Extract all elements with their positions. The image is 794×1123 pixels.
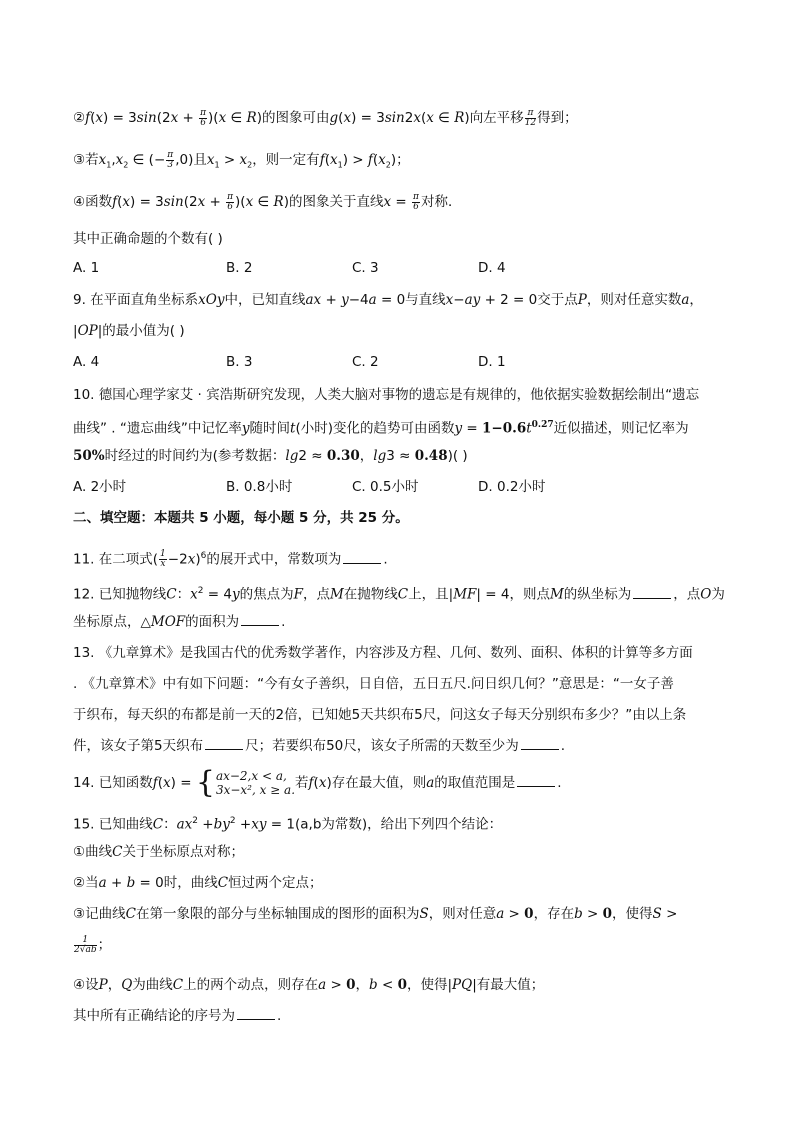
- q10-line-3: 50%时经过的时间约为(参考数据：lg2 ≈ 0.30，lg3 ≈ 0.48)( ): [73, 448, 468, 464]
- q10-line-1: 10. 德国心理学家艾 · 宾浩斯研究发现，人类大脑对事物的遗忘是有规律的，他依据实验数据绘制出“遗忘: [73, 387, 700, 403]
- q15-statement-1: ①曲线C关于坐标原点对称；: [73, 844, 244, 860]
- q10-line-2: 曲线” . “遗忘曲线”中记忆率y随时间t(小时)变化的趋势可由函数$y = 1-0.6t^{0.27}$近似描述，则记忆率为: [73, 420, 689, 437]
- q11-answer-blank[interactable]: [343, 551, 381, 564]
- q9-line-1: 9. 在平面直角坐标系xOy中，已知直线ax + y−4a = 0与直线x−ay + 2 = 0交于点P，则对任意实数a，: [73, 292, 703, 308]
- q12-line-1: 12. 已知抛物线C：$x^2 = 4y$的焦点为F，点M在抛物线C上，且|MF| = 4，则点M的纵坐标为 ，点O为: [73, 586, 725, 603]
- q8-option-a[interactable]: A. 1: [73, 260, 100, 276]
- q15-statement-4: ④设P，Q为曲线C上的两个动点，则存在a > 0，b < 0，使得|PQ|有最大值；: [73, 977, 545, 993]
- q15-statement-2: ②当a + b = 0时，曲线C恒过两个定点；: [73, 875, 323, 891]
- q9-option-a[interactable]: A. 4: [73, 354, 100, 370]
- q15-statement-3-cont: $\frac{1}{2√ab}$ ；: [74, 934, 112, 955]
- q8-statement-4: ④函数f(x) = 3sin(2x + $\frac{\pi}{6}$ )(x ∈ R)的图象关于直线x = $\frac{\pi}{6}$ 对称．: [73, 191, 462, 212]
- section-2-heading: 二、填空题：本题共 5 小题，每小题 5 分，共 25 分。: [73, 510, 409, 526]
- q8-statement-3: ③若$x_1,x_2$ ∈ (− $\frac{\pi}{3}$ ,0)且$x_1 > x_2$，则一定有$f(x_1) > f(x_2)$；: [73, 149, 410, 170]
- q13-line-3: 于织布，每天织的布都是前一天的2倍，已知她5天共织布5尺，问这女子每天分别织布多少？”由以上条: [73, 707, 687, 723]
- q10-option-c[interactable]: C. 0.5小时: [352, 479, 419, 495]
- q13-line-4: 件，该女子第5天织布 尺；若要织布50尺，该女子所需的天数至少为 .: [73, 738, 566, 754]
- q8-statement-2: ②f(x) = 3sin(2x + $\frac{\pi}{6}$ )(x ∈ R)的图象可由g(x) = 3sin2x(x ∈ R)向左平移 $\frac{\pi}{12}$ 得到；: [73, 107, 578, 128]
- q8-option-b[interactable]: B. 2: [226, 260, 253, 276]
- q15-line-1: 15. 已知曲线C：$ax^2 +by^2 +xy = 1(a,b$为常数)，给出下列四个结论：: [73, 816, 503, 833]
- q15-answer-blank[interactable]: [237, 1007, 275, 1020]
- q14-answer-blank[interactable]: [517, 774, 555, 787]
- q8-stem: 其中正确命题的个数有( ): [73, 231, 223, 247]
- q11: 11. 在二项式( $\frac{1}{x}$ −2x)$^6$的展开式中，常数项为 .: [73, 549, 388, 569]
- q9-option-b[interactable]: B. 3: [226, 354, 253, 370]
- q9-line-2: |OP|的最小值为( ): [73, 323, 185, 339]
- q12-answer-blank-2[interactable]: [241, 613, 279, 626]
- q8-option-d[interactable]: D. 4: [478, 260, 506, 276]
- q13-line-2: . 《九章算术》中有如下问题：“今有女子善织，日自倍，五日五尺.问日织几何？”意思是：“一女子善: [73, 676, 674, 692]
- q10-option-d[interactable]: D. 0.2小时: [478, 479, 546, 495]
- q15-tail: 其中所有正确结论的序号为 .: [73, 1008, 282, 1024]
- q13-answer-blank-1[interactable]: [205, 737, 243, 750]
- q14: 14. 已知函数f(x) = { ax−2,x < a, 3x−x², x ≥ a. 若f(x)存在最大值，则a的取值范围是 .: [73, 765, 562, 800]
- q13-answer-blank-2[interactable]: [521, 737, 559, 750]
- q9-option-c[interactable]: C. 2: [352, 354, 379, 370]
- q10-option-b[interactable]: B. 0.8小时: [226, 479, 293, 495]
- q12-line-2: 坐标原点，△MOF的面积为 .: [73, 614, 286, 630]
- q13-line-1: 13. 《九章算术》是我国古代的优秀数学著作，内容涉及方程、几何、数列、面积、体积的计算等多方面: [73, 645, 693, 661]
- q10-option-a[interactable]: A. 2小时: [73, 479, 127, 495]
- q8-option-c[interactable]: C. 3: [352, 260, 379, 276]
- q12-answer-blank-1[interactable]: [633, 586, 671, 599]
- q15-statement-3: ③记曲线C在第一象限的部分与坐标轴围成的图形的面积为S，则对任意a > 0，存在b > 0，使得S >: [73, 906, 678, 922]
- q9-option-d[interactable]: D. 1: [478, 354, 506, 370]
- q8-s2-marker: ②: [73, 110, 86, 126]
